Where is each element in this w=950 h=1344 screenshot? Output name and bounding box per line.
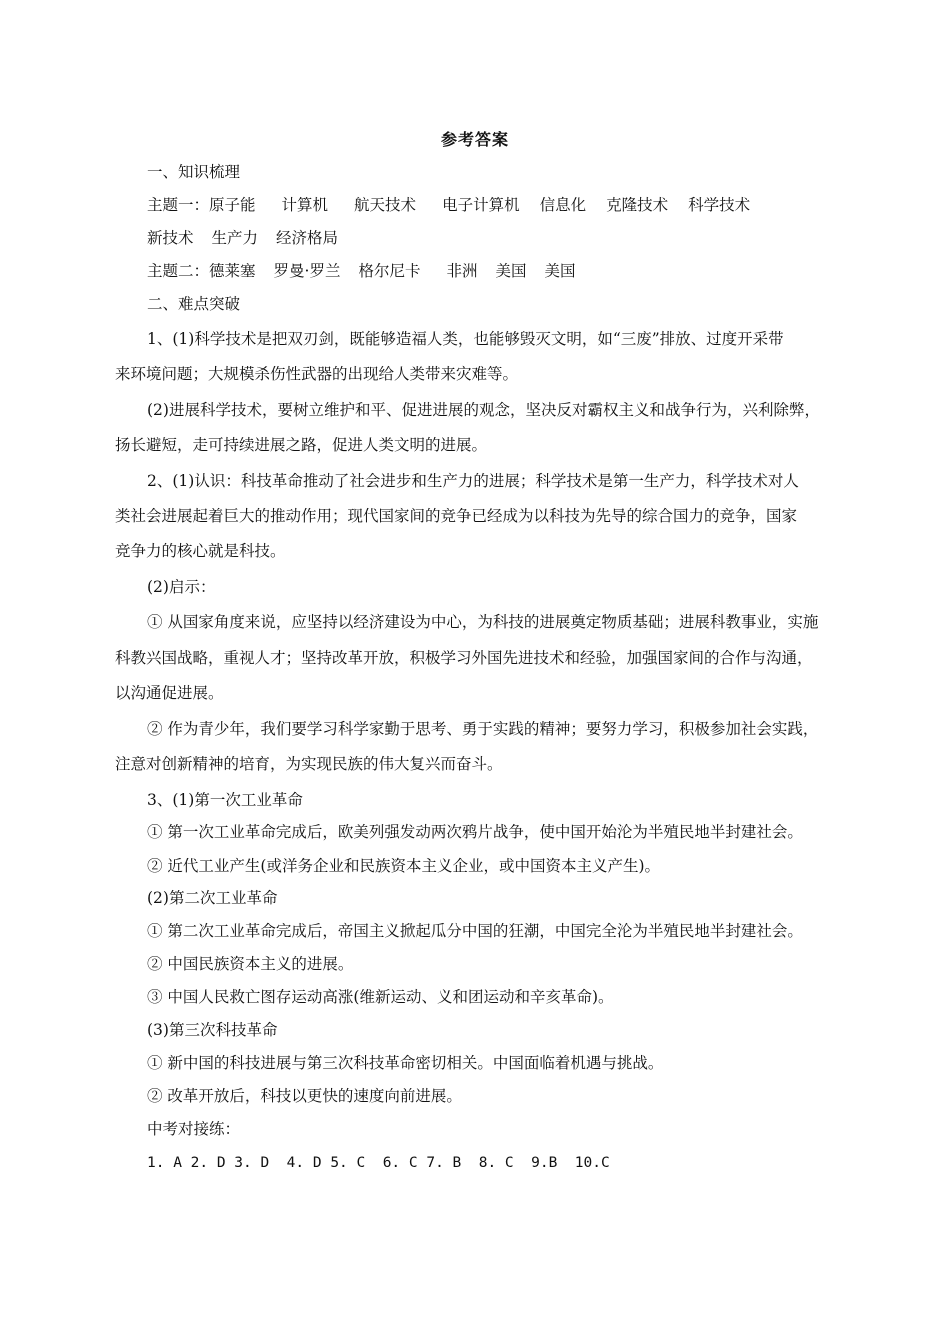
paragraph-line: ① 第二次工业革命完成后，帝国主义掀起瓜分中国的狂潮，中国完全沦为半殖民地半封建社会。 [147,922,803,940]
paragraph-line: (3)第三次科技革命 [147,1021,278,1039]
theme1-line [147,195,750,215]
paragraph-line: 以沟通促进展。 [115,684,224,702]
paragraph-line: (2)进展科学技术，要树立维护和平、促进进展的观念，坚决反对霸权主义和战争行为，兴利除弊， [147,401,820,419]
paragraph-line: 科教兴国战略，重视人才；坚持改革开放，积极学习外国先进技术和经验，加强国家间的合作与沟通， [115,649,813,667]
theme1-item: 新技术 [147,229,194,247]
theme2-line [147,261,576,281]
paragraph-line: ③ 中国人民救亡图存运动高涨(维新运动、义和团运动和辛亥革命)。 [147,988,614,1006]
paragraph-line: ① 从国家角度来说，应坚持以经济建设为中心，为科技的进展奠定物质基础；进展科教事业，实施 [147,613,819,631]
practice-answers: 1. A 2. D 3. D 4. D 5. C 6. C 7. B 8. C 9.B 10.C [147,1155,610,1171]
theme2-item: 格尔尼卡 [358,262,421,280]
section-heading-knowledge: 一、知识梳理 [147,163,241,181]
theme2-item: 罗曼·罗兰 [273,262,341,280]
theme1-item: 经济格局 [276,229,339,247]
paragraph-line: ② 近代工业产生(或洋务企业和民族资本主义企业，或中国资本主义产生)。 [147,857,661,875]
paragraph-line: (2)第二次工业革命 [147,889,278,907]
theme1-item: 航天技术 [354,196,417,214]
paragraph-line: 3、(1)第一次工业革命 [147,791,303,809]
paragraph-line: 类社会进展起着巨大的推动作用；现代国家间的竞争已经成为以科技为先导的综合国力的竞争，国家 [115,507,798,525]
theme2-label: 主题二： [147,262,210,280]
theme1-label: 主题一： [147,196,210,214]
theme1-item: 信息化 [539,196,587,214]
paragraph-line: ① 第一次工业革命完成后，欧美列强发动两次鸦片战争，使中国开始沦为半殖民地半封建社会。 [147,823,803,841]
paragraph-line: 2、(1)认识：科技革命推动了社会进步和生产力的进展；科学技术是第一生产力，科学技术对人 [147,472,799,490]
section-heading-difficulty: 二、难点突破 [147,295,241,313]
theme1-item: 原子能 [209,196,256,214]
paragraph-line: ① 新中国的科技进展与第三次科技革命密切相关。中国面临着机遇与挑战。 [147,1054,664,1072]
theme2-item: 美国 [495,262,527,280]
paragraph-line: ② 改革开放后，科技以更快的速度向前进展。 [147,1087,462,1105]
theme1-item: 克隆技术 [606,196,669,214]
paragraph-line: 来环境问题；大规模杀伤性武器的出现给人类带来灾难等。 [115,365,519,383]
paragraph-line: ② 作为青少年，我们要学习科学家勤于思考、勇于实践的精神；要努力学习，积极参加社会实践， [147,720,819,738]
paragraph-line: 扬长避短，走可持续进展之路，促进人类文明的进展。 [115,436,488,454]
theme1-item: 电子计算机 [442,196,520,214]
theme2-item: 德莱塞 [209,262,256,280]
theme1-item: 科学技术 [688,196,751,214]
theme2-item: 非洲 [446,262,478,280]
theme1-line-2 [147,228,338,248]
page-title: 参考答案 [440,130,509,149]
theme1-item: 生产力 [211,229,259,247]
paragraph-line: (2)启示： [147,578,216,596]
paragraph-line: 竞争力的核心就是科技。 [115,542,286,560]
paragraph-line: 1、(1)科学技术是把双刃剑，既能够造福人类，也能够毁灭文明，如“三废”排放、过度开采带 [147,330,784,348]
paragraph-line: ② 中国民族资本主义的进展。 [147,955,354,973]
paragraph-line: 注意对创新精神的培育，为实现民族的伟大复兴而奋斗。 [115,755,503,773]
theme2-item: 美国 [544,262,576,280]
theme1-item: 计算机 [281,196,329,214]
practice-heading: 中考对接练： [147,1120,241,1138]
